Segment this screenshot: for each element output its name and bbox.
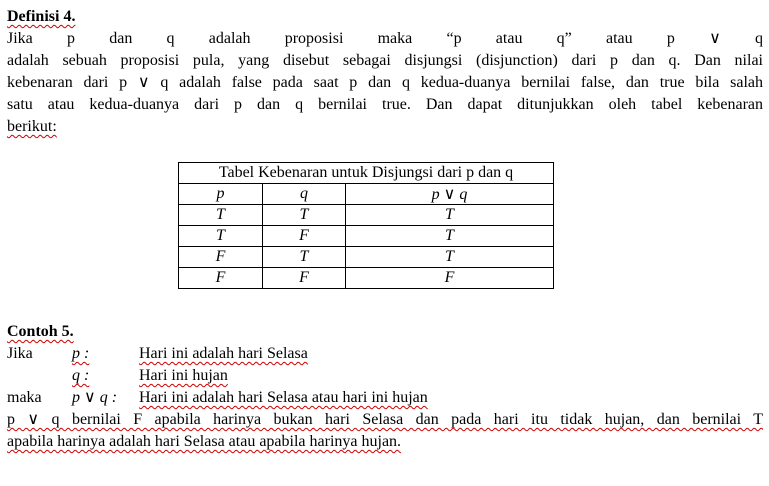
header-q: q bbox=[263, 184, 346, 205]
table-row bbox=[179, 247, 554, 268]
definition-block bbox=[7, 6, 763, 138]
table-row bbox=[179, 205, 554, 226]
truth-table-caption-row bbox=[179, 163, 554, 184]
cell-q: T bbox=[263, 247, 346, 268]
header-p: p bbox=[179, 184, 263, 205]
example-symbol: q : bbox=[72, 367, 90, 384]
example-text: Hari ini hujan bbox=[139, 367, 228, 384]
table-row bbox=[179, 226, 554, 247]
definition-line-5: berikut: bbox=[7, 118, 57, 135]
example-row bbox=[7, 365, 763, 387]
example-symbol: p ∨ q : bbox=[72, 389, 118, 406]
definition-line-2: adalah sebuah proposisi pula, yang disebut sebagai disjungsi (disjunction) dari p dan q. Dan nilai bbox=[7, 52, 763, 69]
cell-p-or-q: T bbox=[346, 226, 554, 247]
example-symbol: p : bbox=[72, 345, 90, 362]
example-lead: maka bbox=[7, 389, 42, 406]
cell-p: F bbox=[179, 268, 263, 289]
header-p-or-q: p ∨ q bbox=[346, 184, 554, 205]
definition-line-4: satu atau kedua-duanya dari p dan q bernilai true. Dan dapat ditunjukkan oleh tabel kebenaran bbox=[7, 96, 763, 113]
cell-p: T bbox=[179, 226, 263, 247]
example-block bbox=[7, 321, 763, 453]
cell-p-or-q: F bbox=[346, 268, 554, 289]
example-text: Hari ini adalah hari Selasa atau hari ini hujan bbox=[139, 389, 428, 406]
example-lead: Jika bbox=[7, 345, 33, 362]
example-text: Hari ini adalah hari Selasa bbox=[139, 345, 308, 362]
cell-p: F bbox=[179, 247, 263, 268]
table-row bbox=[179, 268, 554, 289]
example-conclusion-line-2: apabila harinya adalah hari Selasa atau apabila harinya hujan. bbox=[7, 433, 402, 450]
definition-line-1: Jika p dan q adalah proposisi maka “p atau q” atau p ∨ q bbox=[7, 30, 763, 47]
definition-heading: Definisi 4. bbox=[7, 8, 76, 25]
truth-table-caption: Tabel Kebenaran untuk Disjungsi dari p dan q bbox=[179, 163, 554, 184]
example-row bbox=[7, 343, 763, 365]
cell-q: F bbox=[263, 268, 346, 289]
truth-table-header-row bbox=[179, 184, 554, 205]
definition-line-3: kebenaran dari p ∨ q adalah false pada saat p dan q kedua-duanya bernilai false, dan true bila salah bbox=[7, 74, 763, 91]
example-row bbox=[7, 387, 763, 409]
cell-p-or-q: T bbox=[346, 205, 554, 226]
cell-q: F bbox=[263, 226, 346, 247]
example-conclusion-line-1: p ∨ q bernilai F apabila harinya bukan hari Selasa dan pada hari itu tidak hujan, dan bernilai T bbox=[7, 411, 763, 428]
truth-table bbox=[178, 162, 554, 289]
cell-q: T bbox=[263, 205, 346, 226]
cell-p: T bbox=[179, 205, 263, 226]
cell-p-or-q: T bbox=[346, 247, 554, 268]
example-heading: Contoh 5. bbox=[7, 323, 74, 340]
